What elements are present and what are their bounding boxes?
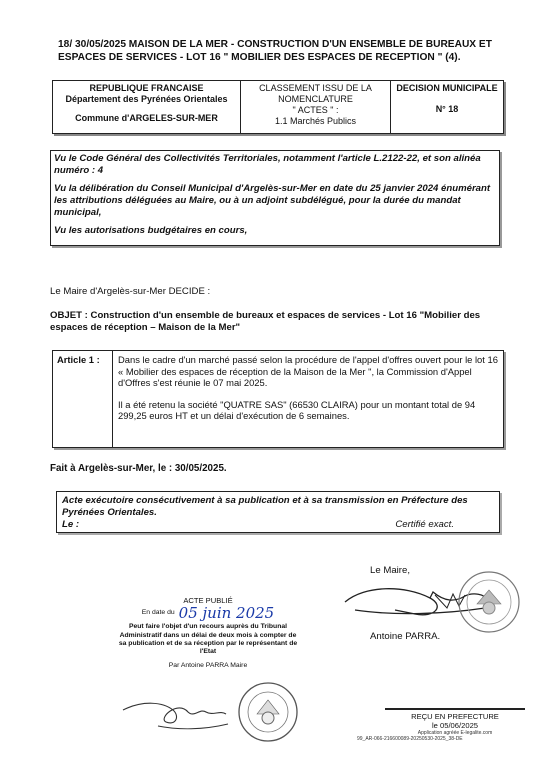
mairie-seal-top [453, 568, 525, 636]
article-paragraph-2: Il a été retenu la société "QUATRE SAS" (66530 CLAIRA) pour un montant total de 94 299,25 euros HT et un délai d'exécution de 6 semaines. [118, 398, 476, 421]
article-label: Article 1 : [53, 351, 113, 447]
executoire-text: Acte exécutoire consécutivement à sa publication et à sa transmission en Préfecture des Pyrénées Orientales. [62, 495, 468, 518]
acte-publie-stamp [118, 597, 298, 670]
objet-line: OBJET : Construction d'un ensemble de bureaux et espaces de services - Lot 16 "Mobilier des espaces de réception – Maison de la Mer" [50, 310, 481, 333]
recours-text: Peut faire l'objet d'un recours auprès du Tribunal Administratif dans un délai de deux mois à compter de sa publication et de sa réception par le représentant de l'Etat [118, 623, 298, 656]
executoire-footer [62, 519, 494, 531]
handwritten-date: 05 juin 2025 [178, 604, 275, 623]
header-mid-cell [241, 81, 391, 133]
article-table [52, 350, 504, 448]
certifie-exact: Certifié exact. [395, 519, 454, 530]
date-line [118, 604, 298, 623]
header-right-cell [391, 81, 503, 133]
recu-reference: 99_AR-066-216600089-20250530-2025_38-DE [357, 736, 463, 742]
vu-paragraph-3: Vu les autorisations budgétaires en cours, [54, 225, 248, 236]
header-table [52, 80, 504, 134]
article-body [113, 351, 503, 447]
vu-paragraph-2: Vu la délibération du Conseil Municipal d'Argelès-sur-Mer en date du 25 janvier 2024 énumérant les attributions déléguées au Maire, ou à un adjoint subdélégué, pour la durée du mandat municipal, [54, 183, 491, 218]
decide-line: Le Maire d'Argelès-sur-Mer DECIDE : [50, 286, 211, 297]
republique-label: REPUBLIQUE FRANCAISE [89, 83, 204, 93]
par-maire: Par Antoine PARRA Maire [168, 662, 248, 670]
recu-date: le 05/06/2025 [431, 721, 479, 730]
classement-label: CLASSEMENT ISSU DE LA NOMENCLATURE [259, 83, 372, 104]
le-maire-label: Le Maire, [370, 565, 410, 576]
stamp-signature [118, 690, 238, 735]
recu-application: Application agréée E-legalite.com [417, 730, 493, 736]
actes-label: " ACTES " : [292, 105, 339, 115]
marches-label: 1.1 Marchés Publics [274, 116, 357, 126]
vu-box [50, 150, 500, 246]
en-date-du-label: En date du [141, 609, 175, 617]
document-title: 18/ 30/05/2025 MAISON DE LA MER - CONSTRUCTION D'UN ENSEMBLE DE BUREAUX ET ESPACES DE SERVICES - LOT 16 " MOBILIER DES ESPACES DE RECEPTION " (4). [58, 39, 492, 63]
recu-title: REÇU EN PREFECTURE [411, 712, 499, 721]
recu-prefecture-stamp [357, 708, 525, 742]
acte-publie-label: ACTE PUBLIÉ [183, 596, 233, 605]
executoire-le: Le : [62, 519, 80, 530]
executoire-box [56, 491, 500, 533]
header-left-cell [53, 81, 241, 133]
commune-label: Commune d'ARGELES-SUR-MER [75, 113, 218, 123]
departement-label: Département des Pyrénées Orientales [65, 94, 228, 104]
mairie-seal-bottom [235, 680, 301, 744]
decision-label: DECISION MUNICIPALE [396, 83, 498, 93]
vu-paragraph-1: Vu le Code Général des Collectivités Territoriales, notamment l'article L.2122-22, et son alinéa numéro : 4 [54, 153, 481, 176]
article-paragraph-1: Dans le cadre d'un marché passé selon la procédure de l'appel d'offres ouvert pour le lot 16 « Mobilier des espaces de réception de la Maison de la Mer ", la Commission d'Appel d'Offres s'est réunie le 07 mai 2025. [118, 354, 498, 388]
fait-line: Fait à Argelès-sur-Mer, le : 30/05/2025. [50, 463, 227, 474]
mayor-name: Antoine PARRA. [370, 631, 441, 642]
decision-number: N° 18 [435, 104, 459, 114]
